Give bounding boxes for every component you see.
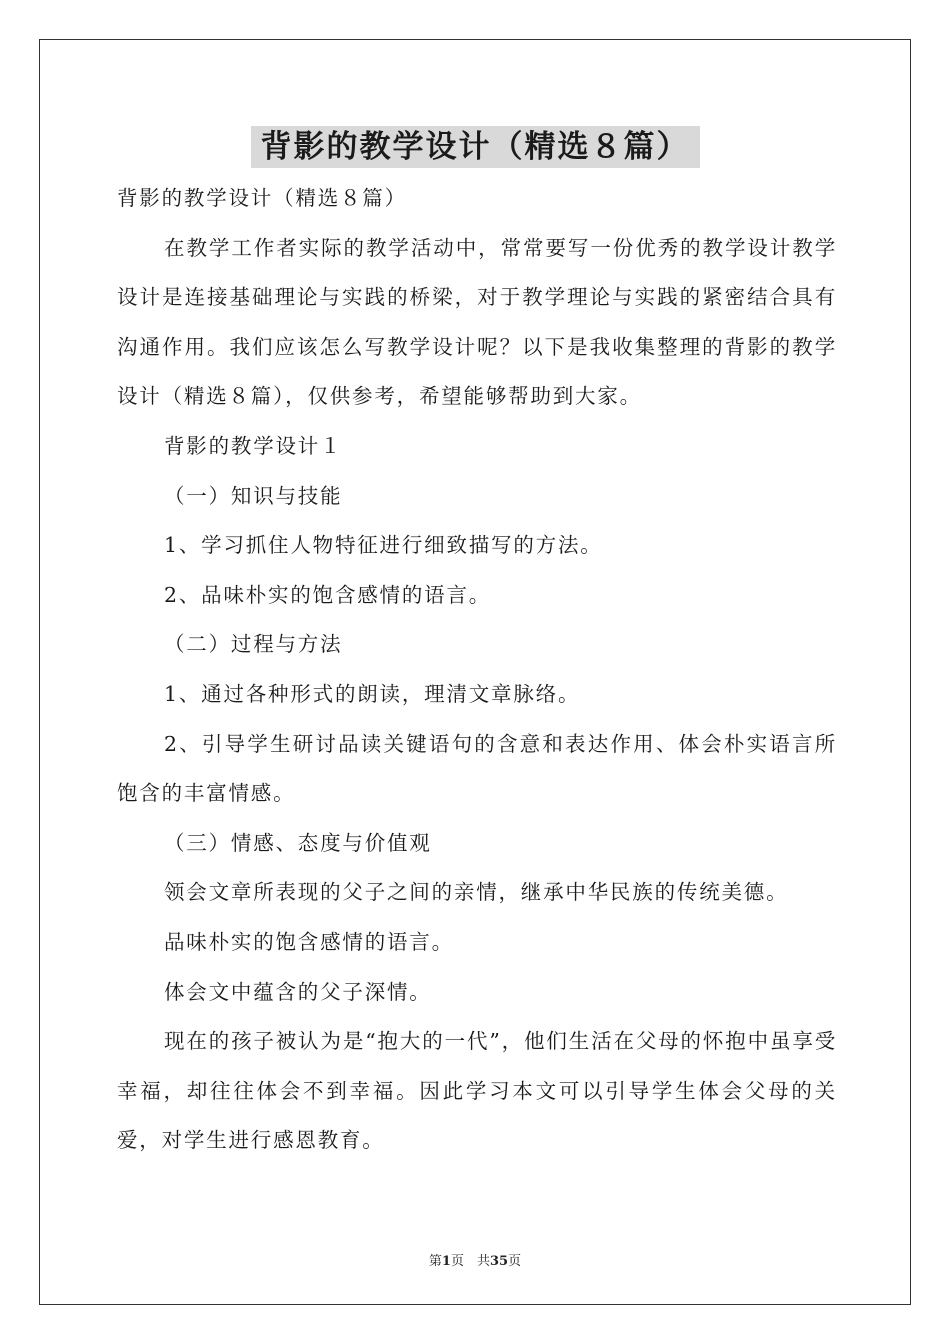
list-item: 1、学习抓住人物特征进行细致描写的方法。 — [164, 533, 603, 558]
subsection-heading: （一）知识与技能 — [164, 483, 343, 508]
paragraph: 品味朴实的饱含感情的语言。 — [164, 929, 454, 954]
list-item: 1、通过各种形式的朗读，理清文章脉络。 — [164, 681, 581, 706]
paragraph: 体会文中蕴含的父子深情。 — [164, 979, 432, 1004]
footer-page-total: 35 — [489, 1254, 509, 1269]
footer-prefix: 第 — [428, 1254, 442, 1269]
paragraph: 在教学工作者实际的教学活动中，常常要写一份优秀的教学设计教学设计是连接基础理论与实践的桥梁，对于教学理论与实践的紧密结合具有沟通作用。我们应该怎么写教学设计呢？以下是我收集整理的背影的教学设计（精选８篇），仅供参考，希望能够帮助到大家。 — [117, 235, 837, 409]
subsection-heading: （三）情感、态度与价值观 — [164, 830, 432, 855]
document-body — [117, 174, 837, 1166]
page-footer — [0, 1250, 950, 1269]
document-title: 背影的教学设计（精选８篇） — [251, 126, 700, 168]
paragraph: 领会文章所表现的父子之间的亲情，继承中华民族的传统美德。 — [164, 880, 789, 905]
list-item: 2、引导学生研讨品读关键语句的含意和表达作用、体会朴实语言所饱含的丰富情感。 — [117, 731, 837, 806]
title-wrap — [0, 126, 950, 168]
paragraph: 现在的孩子被认为是“抱大的一代”，他们生活在父母的怀抱中虽享受幸福，却往往体会不到幸福。因此学习本文可以引导学生体会父母的关爱，对学生进行感恩教育。 — [117, 1029, 837, 1153]
footer-mid: 页 共 — [450, 1254, 490, 1269]
subsection-heading: （二）过程与方法 — [164, 632, 343, 657]
list-item: 2、品味朴实的饱含感情的语言。 — [164, 582, 492, 607]
paragraph: 背影的教学设计（精选８篇） — [117, 186, 407, 210]
footer-suffix: 页 — [508, 1254, 522, 1269]
section-heading: 背影的教学设计１ — [164, 433, 343, 458]
footer-page-number: 1 — [441, 1254, 451, 1269]
